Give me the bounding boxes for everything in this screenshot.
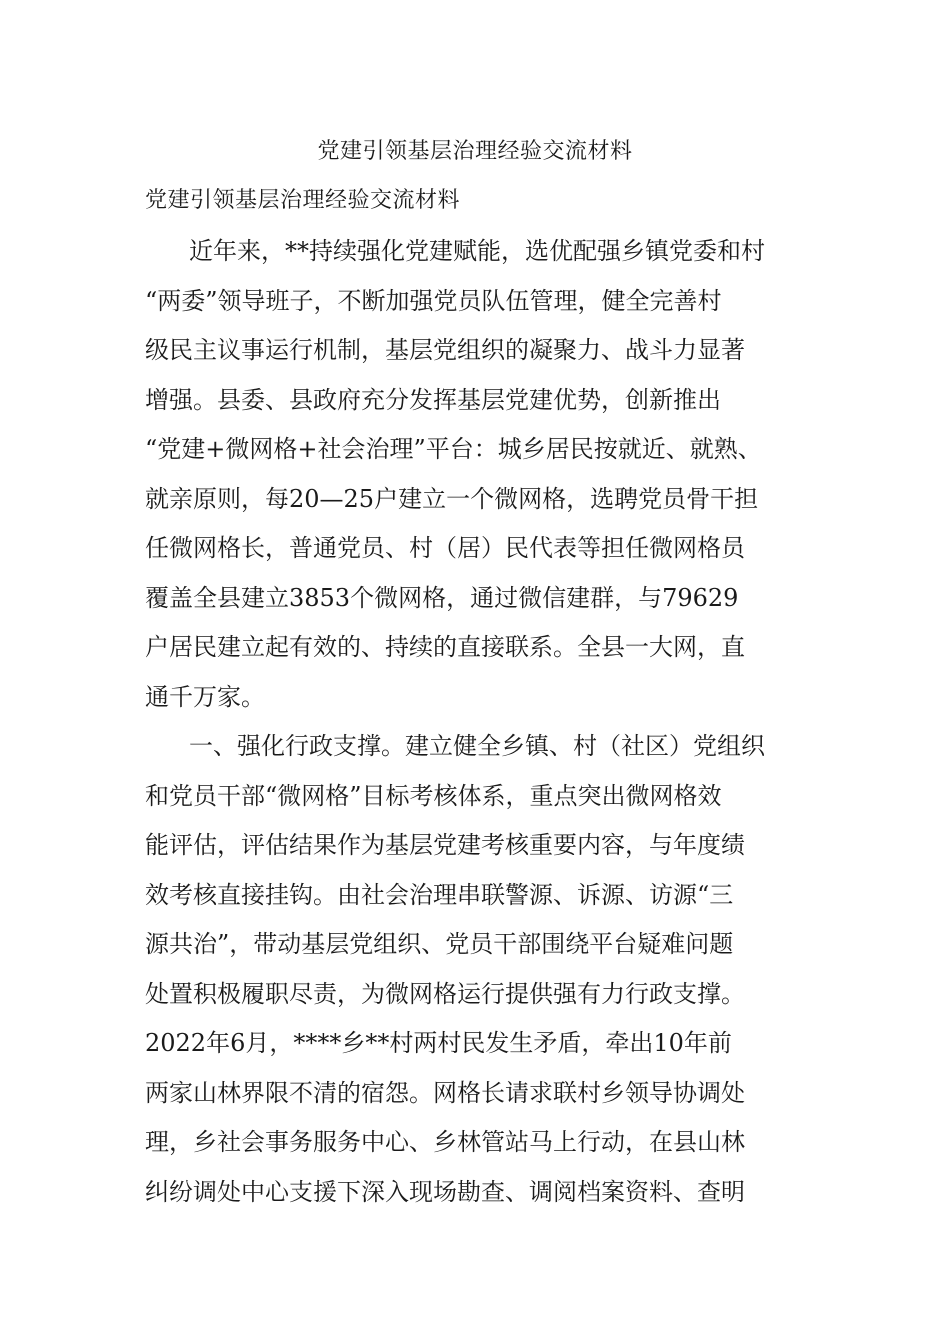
paragraph-2-line: 纠纷调处中心支援下深入现场勘查、调阅档案资料、查明: [145, 1177, 745, 1206]
paragraph-1-line: “党建+微网格+社会治理”平台：城乡居民按就近、就熟、: [145, 435, 762, 463]
paragraph-1-line: 级民主议事运行机制，基层党组织的凝聚力、战斗力显著: [145, 336, 745, 364]
paragraph-2-line: 一、强化行政支撑。建立健全乡镇、村（社区）党组织: [189, 732, 765, 760]
paragraph-2-line: 源共治”，带动基层党组织、党员干部围绕平台疑难问题: [145, 930, 734, 958]
paragraph-1-line: 覆盖全县建立3853个微网格，通过微信建群，与79629: [145, 583, 739, 612]
paragraph-1-line: 通千万家。: [145, 682, 265, 711]
document-subtitle: 党建引领基层治理经验交流材料: [145, 188, 461, 213]
paragraph-2-line: 2022年6月，****乡**村两村民发生矛盾，牵出10年前: [145, 1029, 732, 1057]
paragraph-2-line: 处置积极履职尽责，为微网格运行提供强有力行政支撑。: [145, 979, 745, 1008]
paragraph-1-line: “两委”领导班子，不断加强党员队伍管理，健全完善村: [145, 286, 722, 315]
paragraph-1: [145, 227, 815, 722]
paragraph-1-line: 增强。县委、县政府充分发挥基层党建优势，创新推出: [145, 385, 721, 414]
paragraph-2-line: 两家山林界限不清的宿怨。网格长请求联村乡领导协调处: [145, 1078, 745, 1107]
paragraph-2-line: 和党员干部“微网格”目标考核体系，重点突出微网格效: [145, 781, 722, 810]
paragraph-1-line: 任微网格长，普通党员、村（居）民代表等担任微网格员: [145, 534, 745, 562]
document-title: 党建引领基层治理经验交流材料: [317, 139, 633, 164]
paragraph-2-line: 理，乡社会事务服务中心、乡林管站马上行动，在县山林: [145, 1128, 745, 1156]
paragraph-1-line: 户居民建立起有效的、持续的直接联系。全县一大网，直: [145, 633, 745, 661]
paragraph-1-line: 近年来，**持续强化党建赋能，选优配强乡镇党委和村: [189, 237, 765, 265]
paragraph-2-line: 效考核直接挂钩。由社会治理串联警源、诉源、访源“三: [145, 880, 734, 909]
paragraph-2-line: 能评估，评估结果作为基层党建考核重要内容，与年度绩: [145, 831, 745, 859]
paragraph-2: [145, 722, 815, 1217]
paragraph-1-line: 就亲原则，每20—25户建立一个微网格，选聘党员骨干担: [145, 484, 759, 513]
